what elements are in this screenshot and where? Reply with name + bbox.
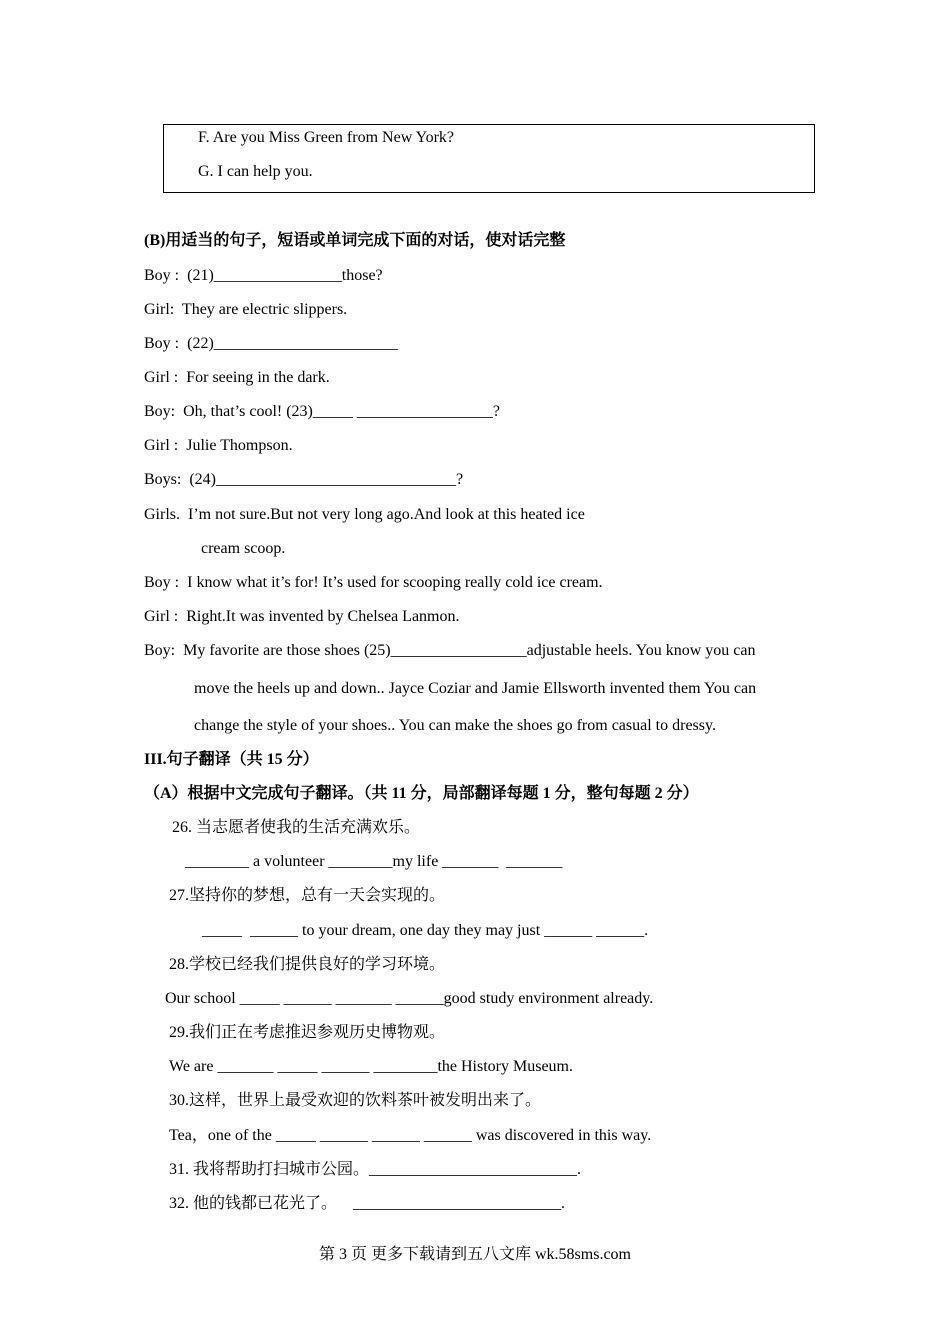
- dialog-line: Girl : Right.It was invented by Chelsea Lanmon.: [144, 608, 460, 625]
- dialog-line: Girl: They are electric slippers.: [144, 301, 348, 318]
- section-3-heading: III.句子翻译（共 15 分）: [144, 751, 319, 768]
- dialog-line: Boy : (22)_______________________: [144, 335, 398, 352]
- option-g: G. I can help you.: [198, 163, 313, 180]
- translation-blank: Tea，one of the _____ ______ ______ ______ was discovered in this way.: [169, 1127, 652, 1144]
- translation-prompt: 31. 我将帮助打扫城市公园。__________________________.: [169, 1161, 582, 1178]
- dialog-line: Girl : Julie Thompson.: [144, 437, 293, 454]
- dialog-line: Boys: (24)______________________________?: [144, 471, 464, 488]
- options-box: [163, 124, 815, 193]
- dialog-line: Girl : For seeing in the dark.: [144, 369, 330, 386]
- translation-prompt: 26. 当志愿者使我的生活充满欢乐。: [172, 819, 421, 836]
- translation-prompt: 28.学校已经我们提供良好的学习环境。: [169, 956, 446, 973]
- dialog-line-continued: cream scoop.: [201, 540, 286, 557]
- dialog-line: Boy: Oh, that’s cool! (23)_____ _________________?: [144, 403, 500, 420]
- dialog-line: Girls. I’m not sure.But not very long ago.And look at this heated ice: [144, 506, 585, 523]
- section-b-heading: (B)用适当的句子，短语或单词完成下面的对话，使对话完整: [144, 232, 566, 249]
- page-footer: 第 3 页 更多下载请到五八文库 wk.58sms.com: [318, 1246, 631, 1263]
- translation-prompt: 29.我们正在考虑推迟参观历史博物观。: [169, 1024, 446, 1041]
- translation-prompt: 30.这样，世界上最受欢迎的饮料茶叶被发明出来了。: [169, 1092, 542, 1109]
- translation-prompt: 32. 他的钱都已花光了。 __________________________.: [169, 1195, 566, 1212]
- translation-blank: We are _______ _____ ______ ________the History Museum.: [169, 1058, 573, 1075]
- dialog-line: Boy : I know what it’s for! It’s used for scooping really cold ice cream.: [144, 574, 603, 591]
- translation-blank: Our school _____ ______ _______ ______good study environment already.: [165, 990, 654, 1007]
- dialog-line: Boy : (21)________________those?: [144, 267, 383, 284]
- dialog-line: Boy: My favorite are those shoes (25)_________________adjustable heels. You know you can: [144, 642, 756, 659]
- dialog-line-continued: move the heels up and down.. Jayce Coziar and Jamie Ellsworth invented them You can: [194, 680, 757, 697]
- translation-blank: _____ ______ to your dream, one day they may just ______ ______.: [202, 922, 649, 939]
- translation-prompt: 27.坚持你的梦想，总有一天会实现的。: [169, 887, 446, 904]
- dialog-line-continued: change the style of your shoes.. You can make the shoes go from casual to dressy.: [194, 717, 716, 734]
- section-3-subheading: （A）根据中文完成句子翻译。（共 11 分，局部翻译每题 1 分，整句每题 2 分）: [144, 785, 699, 802]
- translation-blank: ________ a volunteer ________my life _______ _______: [185, 853, 563, 870]
- option-f: F. Are you Miss Green from New York?: [198, 129, 455, 146]
